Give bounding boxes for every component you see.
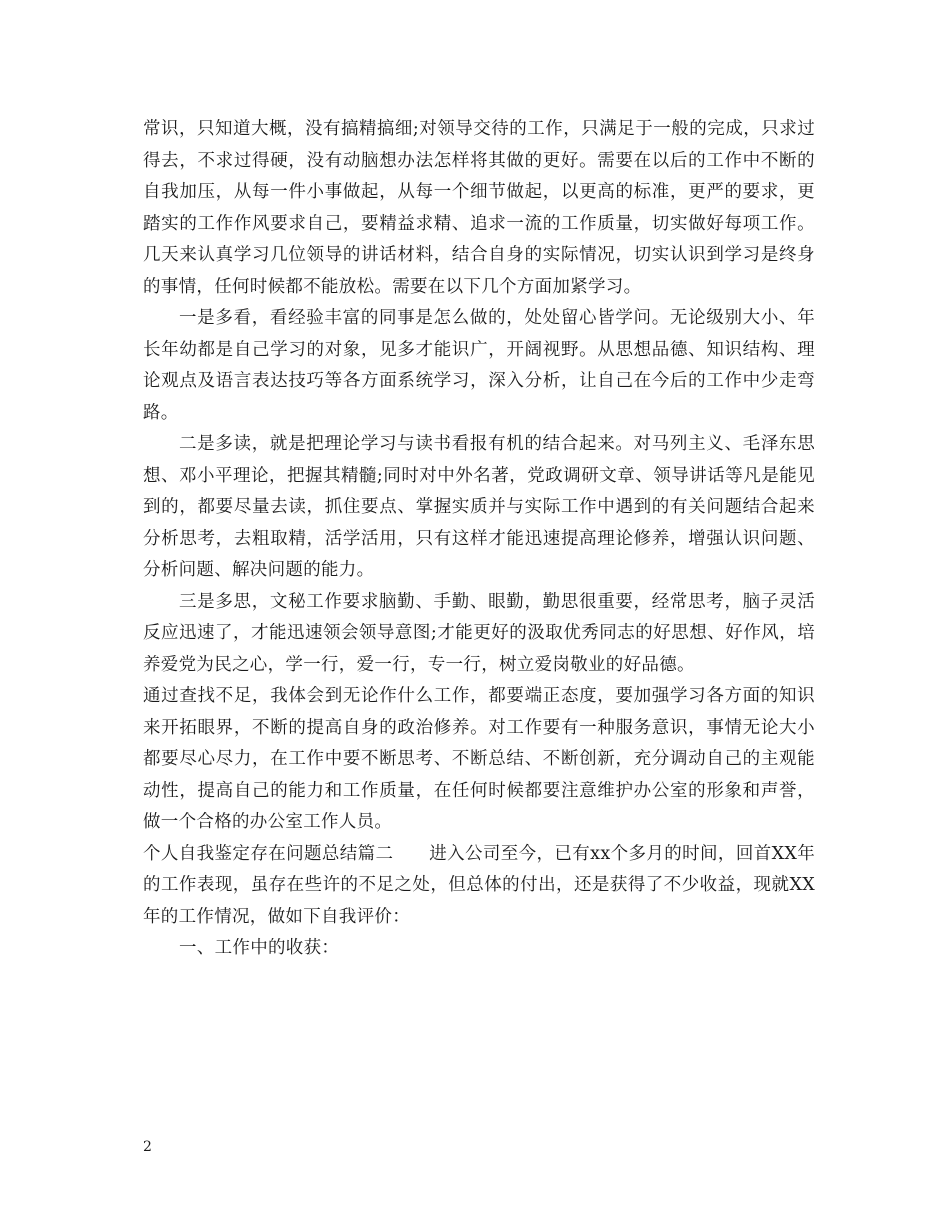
paragraph-6: 个人自我鉴定存在问题总结篇二 进入公司至今，已有xx个多月的时间，回首XX年的工作表现，虽存在些许的不足之处，但总体的付出，还是获得了不少收益，现就XX年的工作情况，做如下自我评价：	[143, 843, 815, 927]
paragraph-5: 通过查找不足，我体会到无论作什么工作，都要端正态度，要加强学习各方面的知识来开拓眼界，不断的提高自身的政治修养。对工作要有一种服务意识，事情无论大小都要尽心尽力，在工作中要不断思考、不断总结、不断创新，充分调动自己的主观能动性，提高自己的能力和工作质量，在任何时候都要注意维护办公室的形象和声誉，做一个合格的办公室工作人员。	[143, 686, 815, 832]
paragraph-7: 一、工作中的收获：	[179, 938, 340, 958]
paragraph-1: 常识，只知道大概，没有搞精搞细;对领导交待的工作，只满足于一般的完成，只求过得去，不求过得硬，没有动脑想办法怎样将其做的更好。需要在以后的工作中不断的自我加压，从每一件小事做起，从每一个细节做起，以更高的标准，更严的要求，更踏实的工作作风要求自己，要精益求精、追求一流的工作质量，切实做好每项工作。几天来认真学习几位领导的讲话材料，结合自身的实际情况，切实认识到学习是终身的事情，任何时候都不能放松。需要在以下几个方面加紧学习。	[143, 119, 815, 297]
paragraph-3: 二是多读，就是把理论学习与读书看报有机的结合起来。对马列主义、毛泽东思想、邓小平理论，把握其精髓;同时对中外名著，党政调研文章、领导讲话等凡是能见到的，都要尽量去读，抓住要点、掌握实质并与实际工作中遇到的有关问题结合起来分析思考，去粗取精，活学活用，只有这样才能迅速提高理论修养，增强认识问题、分析问题、解决问题的能力。	[143, 434, 815, 580]
page-number: 2	[143, 1139, 152, 1155]
paragraph-4: 三是多思，文秘工作要求脑勤、手勤、眼勤，勤思很重要，经常思考，脑子灵活反应迅速了，才能迅速领会领导意图;才能更好的汲取优秀同志的好思想、好作风，培养爱党为民之心，学一行，爱一行，专一行，树立爱岗敬业的好品德。	[143, 591, 815, 675]
document-body	[143, 114, 815, 965]
paragraph-2: 一是多看，看经验丰富的同事是怎么做的，处处留心皆学问。无论级别大小、年长年幼都是自己学习的对象，见多才能识广，开阔视野。从思想品德、知识结构、理论观点及语言表达技巧等各方面系统学习，深入分析，让自己在今后的工作中少走弯路。	[143, 308, 815, 423]
